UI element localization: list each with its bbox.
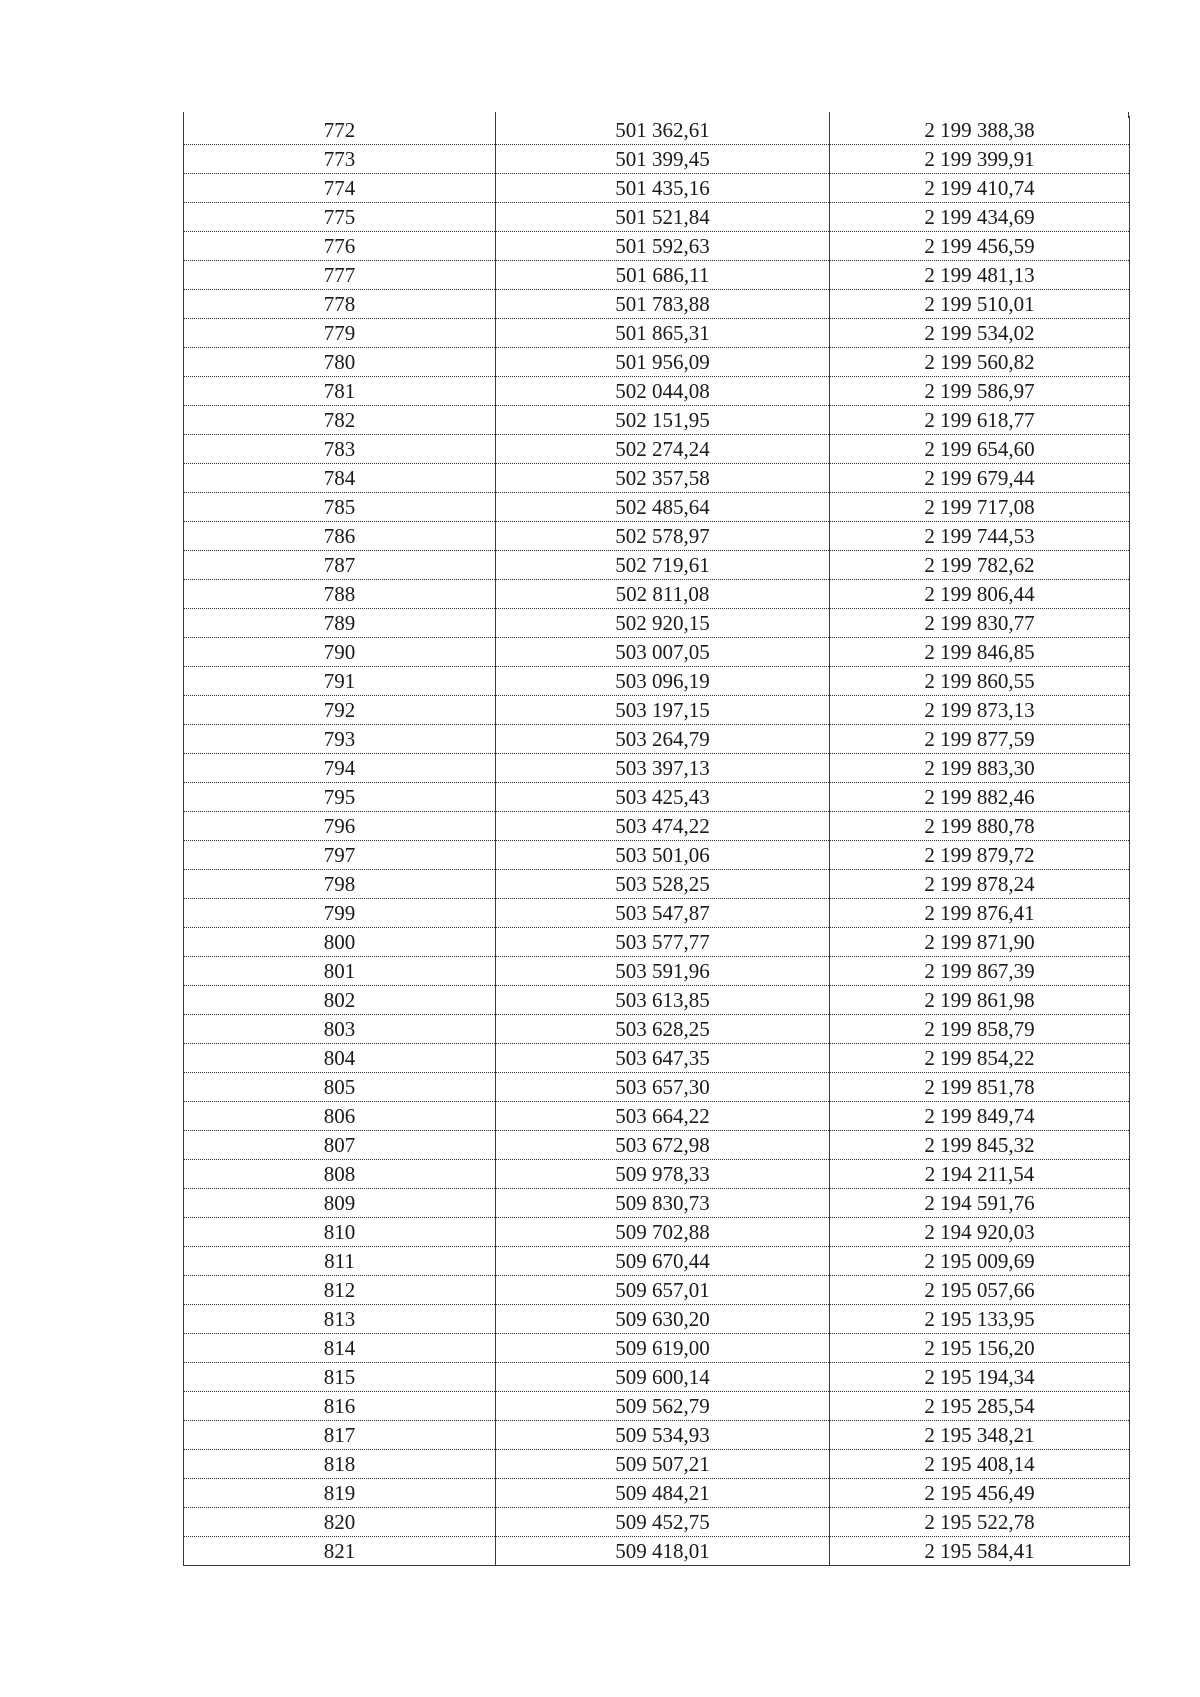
table-row <box>184 174 1130 203</box>
x-coordinate-cell: 502 274,24 <box>496 435 830 464</box>
x-coordinate-cell: 509 534,93 <box>496 1421 830 1450</box>
y-coordinate-cell: 2 195 522,78 <box>830 1508 1130 1537</box>
y-coordinate-cell: 2 199 854,22 <box>830 1044 1130 1073</box>
y-coordinate-cell: 2 199 410,74 <box>830 174 1130 203</box>
y-coordinate-cell: 2 199 871,90 <box>830 928 1130 957</box>
point-number-cell: 812 <box>184 1276 496 1305</box>
point-number-cell: 816 <box>184 1392 496 1421</box>
y-coordinate-cell: 2 199 534,02 <box>830 319 1130 348</box>
table-row <box>184 116 1130 145</box>
x-coordinate-cell: 509 657,01 <box>496 1276 830 1305</box>
y-coordinate-cell: 2 199 846,85 <box>830 638 1130 667</box>
table-row <box>184 1334 1130 1363</box>
point-number-cell: 801 <box>184 957 496 986</box>
coordinates-table-body <box>184 116 1130 1566</box>
y-coordinate-cell: 2 199 883,30 <box>830 754 1130 783</box>
y-coordinate-cell: 2 199 873,13 <box>830 696 1130 725</box>
point-number-cell: 787 <box>184 551 496 580</box>
table-row <box>184 696 1130 725</box>
y-coordinate-cell: 2 199 399,91 <box>830 145 1130 174</box>
table-row <box>184 1363 1130 1392</box>
y-coordinate-cell: 2 199 845,32 <box>830 1131 1130 1160</box>
point-number-cell: 802 <box>184 986 496 1015</box>
y-coordinate-cell: 2 199 618,77 <box>830 406 1130 435</box>
y-coordinate-cell: 2 199 456,59 <box>830 232 1130 261</box>
point-number-cell: 797 <box>184 841 496 870</box>
table-row <box>184 203 1130 232</box>
table-row <box>184 841 1130 870</box>
x-coordinate-cell: 503 197,15 <box>496 696 830 725</box>
x-coordinate-cell: 509 600,14 <box>496 1363 830 1392</box>
y-coordinate-cell: 2 199 878,24 <box>830 870 1130 899</box>
y-coordinate-cell: 2 199 861,98 <box>830 986 1130 1015</box>
y-coordinate-cell: 2 199 876,41 <box>830 899 1130 928</box>
y-coordinate-cell: 2 195 348,21 <box>830 1421 1130 1450</box>
table-row <box>184 145 1130 174</box>
table-row <box>184 725 1130 754</box>
point-number-cell: 794 <box>184 754 496 783</box>
table-row <box>184 1102 1130 1131</box>
point-number-cell: 775 <box>184 203 496 232</box>
point-number-cell: 789 <box>184 609 496 638</box>
x-coordinate-cell: 502 920,15 <box>496 609 830 638</box>
table-row <box>184 261 1130 290</box>
point-number-cell: 772 <box>184 116 496 145</box>
y-coordinate-cell: 2 195 009,69 <box>830 1247 1130 1276</box>
y-coordinate-cell: 2 199 586,97 <box>830 377 1130 406</box>
point-number-cell: 819 <box>184 1479 496 1508</box>
table-row <box>184 1189 1130 1218</box>
table-row <box>184 493 1130 522</box>
x-coordinate-cell: 509 978,33 <box>496 1160 830 1189</box>
point-number-cell: 776 <box>184 232 496 261</box>
point-number-cell: 790 <box>184 638 496 667</box>
x-coordinate-cell: 501 865,31 <box>496 319 830 348</box>
table-row <box>184 406 1130 435</box>
y-coordinate-cell: 2 199 879,72 <box>830 841 1130 870</box>
table-row <box>184 1276 1130 1305</box>
x-coordinate-cell: 503 096,19 <box>496 667 830 696</box>
y-coordinate-cell: 2 195 057,66 <box>830 1276 1130 1305</box>
table-row <box>184 986 1130 1015</box>
y-coordinate-cell: 2 199 830,77 <box>830 609 1130 638</box>
x-coordinate-cell: 503 474,22 <box>496 812 830 841</box>
x-coordinate-cell: 502 357,58 <box>496 464 830 493</box>
table-row <box>184 290 1130 319</box>
point-number-cell: 781 <box>184 377 496 406</box>
y-coordinate-cell: 2 199 388,38 <box>830 116 1130 145</box>
point-number-cell: 799 <box>184 899 496 928</box>
point-number-cell: 792 <box>184 696 496 725</box>
y-coordinate-cell: 2 199 877,59 <box>830 725 1130 754</box>
x-coordinate-cell: 501 362,61 <box>496 116 830 145</box>
y-coordinate-cell: 2 195 584,41 <box>830 1537 1130 1566</box>
point-number-cell: 782 <box>184 406 496 435</box>
table-row <box>184 1131 1130 1160</box>
x-coordinate-cell: 502 485,64 <box>496 493 830 522</box>
point-number-cell: 773 <box>184 145 496 174</box>
point-number-cell: 815 <box>184 1363 496 1392</box>
table-row <box>184 435 1130 464</box>
y-coordinate-cell: 2 195 408,14 <box>830 1450 1130 1479</box>
table-row <box>184 377 1130 406</box>
table-row <box>184 957 1130 986</box>
x-coordinate-cell: 503 528,25 <box>496 870 830 899</box>
y-coordinate-cell: 2 199 434,69 <box>830 203 1130 232</box>
point-number-cell: 784 <box>184 464 496 493</box>
table-row <box>184 783 1130 812</box>
table-row <box>184 1218 1130 1247</box>
y-coordinate-cell: 2 199 867,39 <box>830 957 1130 986</box>
y-coordinate-cell: 2 199 858,79 <box>830 1015 1130 1044</box>
table-row <box>184 870 1130 899</box>
x-coordinate-cell: 509 670,44 <box>496 1247 830 1276</box>
y-coordinate-cell: 2 199 782,62 <box>830 551 1130 580</box>
table-row <box>184 348 1130 377</box>
table-row <box>184 667 1130 696</box>
y-coordinate-cell: 2 199 880,78 <box>830 812 1130 841</box>
y-coordinate-cell: 2 199 654,60 <box>830 435 1130 464</box>
point-number-cell: 820 <box>184 1508 496 1537</box>
point-number-cell: 783 <box>184 435 496 464</box>
y-coordinate-cell: 2 199 860,55 <box>830 667 1130 696</box>
table-row <box>184 464 1130 493</box>
table-row <box>184 638 1130 667</box>
point-number-cell: 786 <box>184 522 496 551</box>
x-coordinate-cell: 501 686,11 <box>496 261 830 290</box>
y-coordinate-cell: 2 199 849,74 <box>830 1102 1130 1131</box>
y-coordinate-cell: 2 195 133,95 <box>830 1305 1130 1334</box>
point-number-cell: 809 <box>184 1189 496 1218</box>
point-number-cell: 785 <box>184 493 496 522</box>
x-coordinate-cell: 509 630,20 <box>496 1305 830 1334</box>
y-coordinate-cell: 2 195 285,54 <box>830 1392 1130 1421</box>
x-coordinate-cell: 509 619,00 <box>496 1334 830 1363</box>
point-number-cell: 807 <box>184 1131 496 1160</box>
point-number-cell: 817 <box>184 1421 496 1450</box>
point-number-cell: 795 <box>184 783 496 812</box>
point-number-cell: 800 <box>184 928 496 957</box>
table-row <box>184 1160 1130 1189</box>
point-number-cell: 774 <box>184 174 496 203</box>
x-coordinate-cell: 503 547,87 <box>496 899 830 928</box>
x-coordinate-cell: 509 830,73 <box>496 1189 830 1218</box>
table-row <box>184 580 1130 609</box>
table-row <box>184 928 1130 957</box>
y-coordinate-cell: 2 199 717,08 <box>830 493 1130 522</box>
table-row <box>184 319 1130 348</box>
point-number-cell: 778 <box>184 290 496 319</box>
x-coordinate-cell: 501 521,84 <box>496 203 830 232</box>
table-row <box>184 551 1130 580</box>
x-coordinate-cell: 509 484,21 <box>496 1479 830 1508</box>
x-coordinate-cell: 502 811,08 <box>496 580 830 609</box>
point-number-cell: 777 <box>184 261 496 290</box>
y-coordinate-cell: 2 199 806,44 <box>830 580 1130 609</box>
point-number-cell: 808 <box>184 1160 496 1189</box>
y-coordinate-cell: 2 195 456,49 <box>830 1479 1130 1508</box>
table-row <box>184 1479 1130 1508</box>
table-row <box>184 754 1130 783</box>
x-coordinate-cell: 509 418,01 <box>496 1537 830 1566</box>
table-row <box>184 899 1130 928</box>
table-row <box>184 1508 1130 1537</box>
point-number-cell: 803 <box>184 1015 496 1044</box>
y-coordinate-cell: 2 199 679,44 <box>830 464 1130 493</box>
table-row <box>184 1073 1130 1102</box>
point-number-cell: 788 <box>184 580 496 609</box>
y-coordinate-cell: 2 199 510,01 <box>830 290 1130 319</box>
point-number-cell: 798 <box>184 870 496 899</box>
x-coordinate-cell: 503 264,79 <box>496 725 830 754</box>
table-row <box>184 1015 1130 1044</box>
table-row <box>184 1450 1130 1479</box>
y-coordinate-cell: 2 199 882,46 <box>830 783 1130 812</box>
point-number-cell: 805 <box>184 1073 496 1102</box>
point-number-cell: 811 <box>184 1247 496 1276</box>
table-row <box>184 1247 1130 1276</box>
x-coordinate-cell: 503 007,05 <box>496 638 830 667</box>
y-coordinate-cell: 2 199 744,53 <box>830 522 1130 551</box>
y-coordinate-cell: 2 199 560,82 <box>830 348 1130 377</box>
y-coordinate-cell: 2 199 851,78 <box>830 1073 1130 1102</box>
x-coordinate-cell: 501 592,63 <box>496 232 830 261</box>
y-coordinate-cell: 2 195 194,34 <box>830 1363 1130 1392</box>
point-number-cell: 779 <box>184 319 496 348</box>
x-coordinate-cell: 501 399,45 <box>496 145 830 174</box>
point-number-cell: 804 <box>184 1044 496 1073</box>
point-number-cell: 810 <box>184 1218 496 1247</box>
x-coordinate-cell: 503 613,85 <box>496 986 830 1015</box>
point-number-cell: 793 <box>184 725 496 754</box>
table-row <box>184 1392 1130 1421</box>
x-coordinate-cell: 503 577,77 <box>496 928 830 957</box>
x-coordinate-cell: 503 664,22 <box>496 1102 830 1131</box>
table-row <box>184 232 1130 261</box>
y-coordinate-cell: 2 194 591,76 <box>830 1189 1130 1218</box>
point-number-cell: 813 <box>184 1305 496 1334</box>
x-coordinate-cell: 503 657,30 <box>496 1073 830 1102</box>
x-coordinate-cell: 503 397,13 <box>496 754 830 783</box>
x-coordinate-cell: 503 672,98 <box>496 1131 830 1160</box>
x-coordinate-cell: 509 702,88 <box>496 1218 830 1247</box>
x-coordinate-cell: 502 044,08 <box>496 377 830 406</box>
table-row <box>184 1044 1130 1073</box>
y-coordinate-cell: 2 195 156,20 <box>830 1334 1130 1363</box>
x-coordinate-cell: 502 578,97 <box>496 522 830 551</box>
table-row <box>184 812 1130 841</box>
point-number-cell: 796 <box>184 812 496 841</box>
x-coordinate-cell: 503 647,35 <box>496 1044 830 1073</box>
x-coordinate-cell: 502 719,61 <box>496 551 830 580</box>
point-number-cell: 818 <box>184 1450 496 1479</box>
x-coordinate-cell: 509 562,79 <box>496 1392 830 1421</box>
x-coordinate-cell: 503 425,43 <box>496 783 830 812</box>
point-number-cell: 780 <box>184 348 496 377</box>
table-row <box>184 1305 1130 1334</box>
x-coordinate-cell: 502 151,95 <box>496 406 830 435</box>
table-row <box>184 1537 1130 1566</box>
y-coordinate-cell: 2 194 211,54 <box>830 1160 1130 1189</box>
x-coordinate-cell: 509 452,75 <box>496 1508 830 1537</box>
point-number-cell: 791 <box>184 667 496 696</box>
x-coordinate-cell: 501 956,09 <box>496 348 830 377</box>
y-coordinate-cell: 2 194 920,03 <box>830 1218 1130 1247</box>
table-row <box>184 522 1130 551</box>
point-number-cell: 821 <box>184 1537 496 1566</box>
y-coordinate-cell: 2 199 481,13 <box>830 261 1130 290</box>
coordinates-table <box>183 116 1130 1566</box>
point-number-cell: 814 <box>184 1334 496 1363</box>
x-coordinate-cell: 509 507,21 <box>496 1450 830 1479</box>
x-coordinate-cell: 503 591,96 <box>496 957 830 986</box>
table-row <box>184 1421 1130 1450</box>
x-coordinate-cell: 501 435,16 <box>496 174 830 203</box>
x-coordinate-cell: 503 628,25 <box>496 1015 830 1044</box>
point-number-cell: 806 <box>184 1102 496 1131</box>
x-coordinate-cell: 501 783,88 <box>496 290 830 319</box>
x-coordinate-cell: 503 501,06 <box>496 841 830 870</box>
table-row <box>184 609 1130 638</box>
